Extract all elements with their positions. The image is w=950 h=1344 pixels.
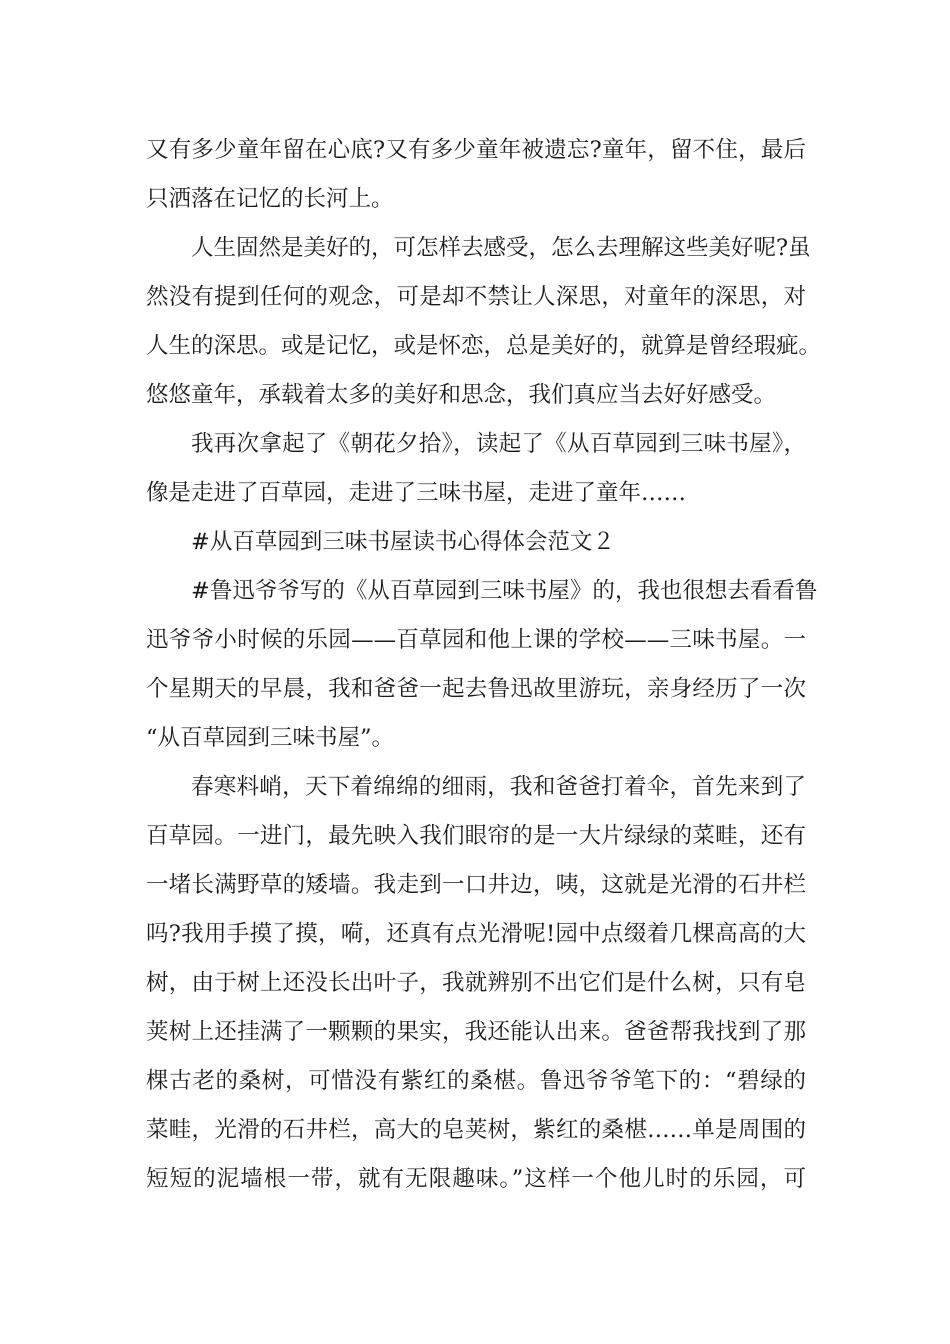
text-line: 春寒料峭，天下着绵绵的细雨，我和爸爸打着伞，首先来到了	[191, 774, 806, 800]
text-line: 短短的泥墙根一带，就有无限趣味。”这样一个他儿时的乐园，可	[146, 1166, 806, 1192]
text-line: 人生的深思。或是记忆，或是怀恋，总是美好的，就算是曾经瑕疵。	[146, 333, 822, 359]
document-body	[146, 126, 822, 1204]
section-title: #从百草园到三味书屋读书心得体会范文２	[191, 529, 615, 555]
text-line: 吗?我用手摸了摸，嗬，还真有点光滑呢!园中点缀着几棵高高的大	[146, 921, 806, 947]
text-line: 悠悠童年，承载着太多的美好和思念，我们真应当去好好感受。	[146, 382, 777, 408]
paragraph-5	[146, 763, 806, 1204]
paragraph-4	[146, 567, 818, 763]
text-line: 个星期天的早晨，我和爸爸一起去鲁迅故里游玩，亲身经历了一次	[146, 676, 806, 702]
text-line: 百草园。一进门，最先映入我们眼帘的是一大片绿绿的菜畦，还有	[146, 823, 806, 849]
paragraph-2	[146, 224, 822, 420]
text-line: 树，由于树上还没长出叶子，我就辨别不出它们是什么树，只有皂	[146, 970, 806, 996]
text-line: #鲁迅爷爷写的《从百草园到三味书屋》的，我也很想去看看鲁	[191, 578, 818, 604]
text-line: 我再次拿起了《朝花夕拾》，读起了《从百草园到三味书屋》，	[191, 431, 806, 457]
text-line: 菜畦，光滑的石井栏，高大的皂荚树，紫红的桑椹……单是周围的	[146, 1117, 806, 1143]
text-line: 像是走进了百草园，走进了三味书屋，走进了童年……	[146, 480, 687, 506]
text-line: 又有多少童年留在心底?又有多少童年被遗忘?童年，留不住，最后	[146, 137, 806, 163]
text-line: 一堵长满野草的矮墙。我走到一口井边，咦，这就是光滑的石井栏	[146, 872, 806, 898]
text-line: 然没有提到任何的观念，可是却不禁让人深思，对童年的深思，对	[146, 284, 806, 310]
text-line: 只洒落在记忆的长河上。	[146, 186, 394, 212]
section-heading	[146, 518, 806, 567]
text-line: 人生固然是美好的，可怎样去感受，怎么去理解这些美好呢?虽	[191, 235, 811, 261]
text-line: 棵古老的桑树，可惜没有紫红的桑椹。鲁迅爷爷笔下的：“碧绿的	[146, 1068, 806, 1094]
text-line: “从百草园到三味书屋”。	[146, 725, 395, 751]
text-line: 迅爷爷小时候的乐园——百草园和他上课的学校——三味书屋。一	[146, 627, 806, 653]
paragraph-1	[146, 126, 806, 224]
paragraph-3	[146, 420, 806, 518]
text-line: 荚树上还挂满了一颗颗的果实，我还能认出来。爸爸帮我找到了那	[146, 1019, 806, 1045]
